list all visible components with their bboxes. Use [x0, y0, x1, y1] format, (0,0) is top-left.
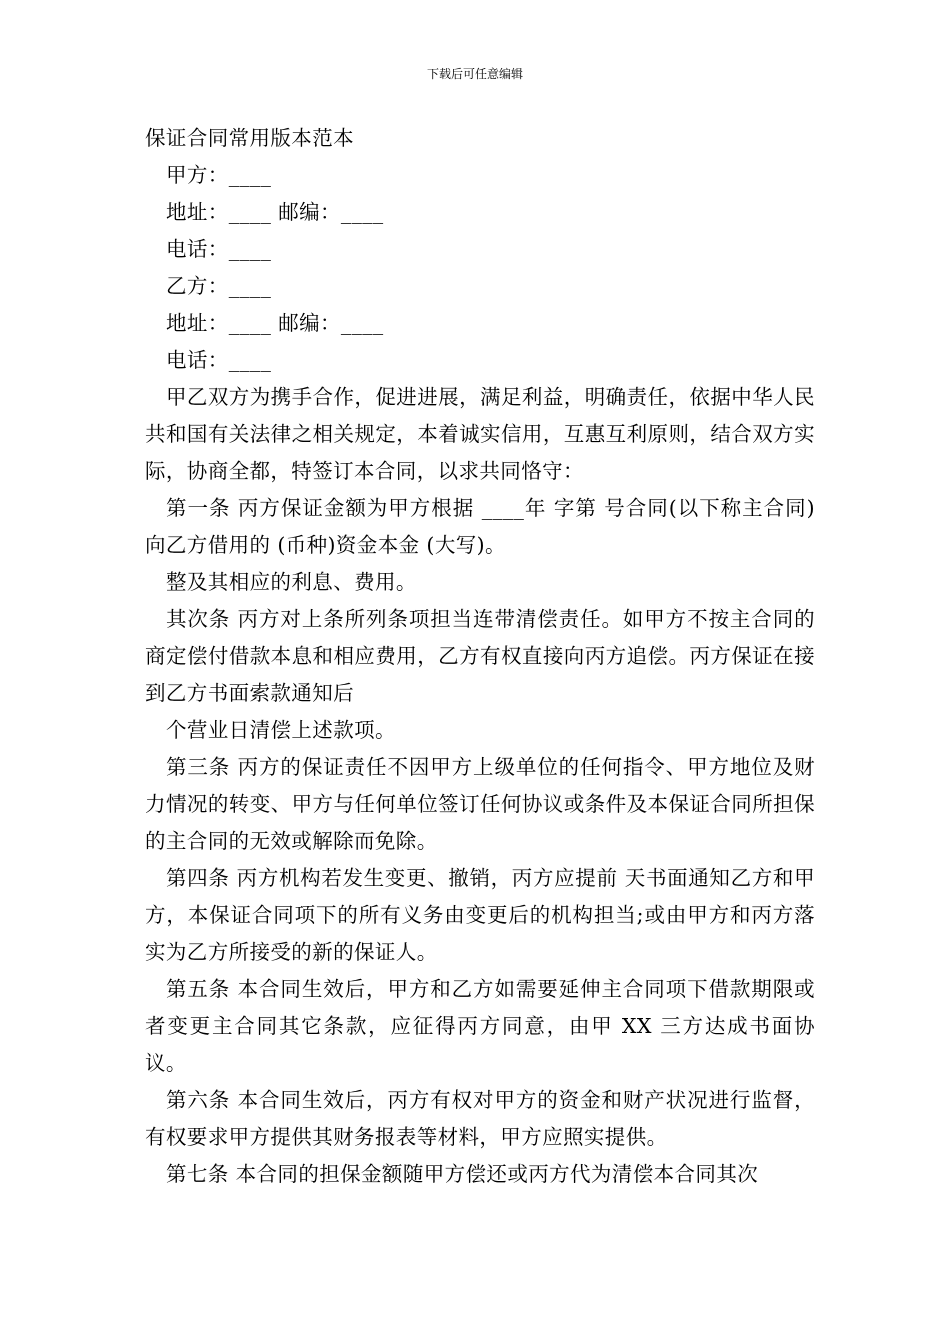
document-title: 保证合同常用版本范本 [145, 126, 354, 150]
page-header-note: 下载后可任意编辑 [426, 67, 523, 81]
clause-1-continued: 整及其相应的利息、费用。 [166, 570, 417, 594]
clause-2-continued: 个营业日清偿上述款项。 [166, 718, 396, 742]
clause-2: 其次条 丙方对上条所列条项担当连带清偿责任。如甲方不按主合同的商定偿付借款本息和相应费用，乙方有权直接向丙方追偿。丙方保证在接到乙方书面索款通知后 [145, 607, 815, 705]
preamble-paragraph: 甲乙双方为携手合作，促进进展，满足利益，明确责任，依据中华人民共和国有关法律之相关规定，本着诚实信用，互惠互利原则，结合双方实际，协商全都，特签订本合同，以求共同恪守： [145, 385, 815, 483]
clause-3: 第三条 丙方的保证责任不因甲方上级单位的任何指令、甲方地位及财力情况的转变、甲方与任何单位签订任何协议或条件及本保证合同所担保的主合同的无效或解除而免除。 [145, 755, 815, 853]
clause-7: 第七条 本合同的担保金额随甲方偿还或丙方代为清偿本合同其次 [166, 1162, 759, 1186]
party-a-phone: 电话：____ [166, 237, 272, 261]
party-b-address: 地址：____ 邮编：____ [166, 311, 384, 335]
clause-4: 第四条 丙方机构若发生变更、撤销，丙方应提前 天书面通知乙方和甲方，本保证合同项下的所有义务由变更后的机构担当;或由甲方和丙方落实为乙方所接受的新的保证人。 [145, 866, 815, 964]
party-a-address: 地址：____ 邮编：____ [166, 200, 384, 224]
party-a-name: 甲方：____ [166, 163, 272, 187]
clause-5: 第五条 本合同生效后，甲方和乙方如需要延伸主合同项下借款期限或者变更主合同其它条款，应征得丙方同意，由甲 XX 三方达成书面协议。 [145, 977, 815, 1075]
clause-6: 第六条 本合同生效后，丙方有权对甲方的资金和财产状况进行监督，有权要求甲方提供其财务报表等材料，甲方应照实提供。 [145, 1088, 815, 1149]
party-b-phone: 电话：____ [166, 348, 272, 372]
document-body [145, 120, 815, 1193]
clause-1: 第一条 丙方保证金额为甲方根据 ____年 字第 号合同(以下称主合同)向乙方借用的 (币种)资金本金 (大写)。 [145, 496, 815, 557]
party-b-name: 乙方：____ [166, 274, 272, 298]
